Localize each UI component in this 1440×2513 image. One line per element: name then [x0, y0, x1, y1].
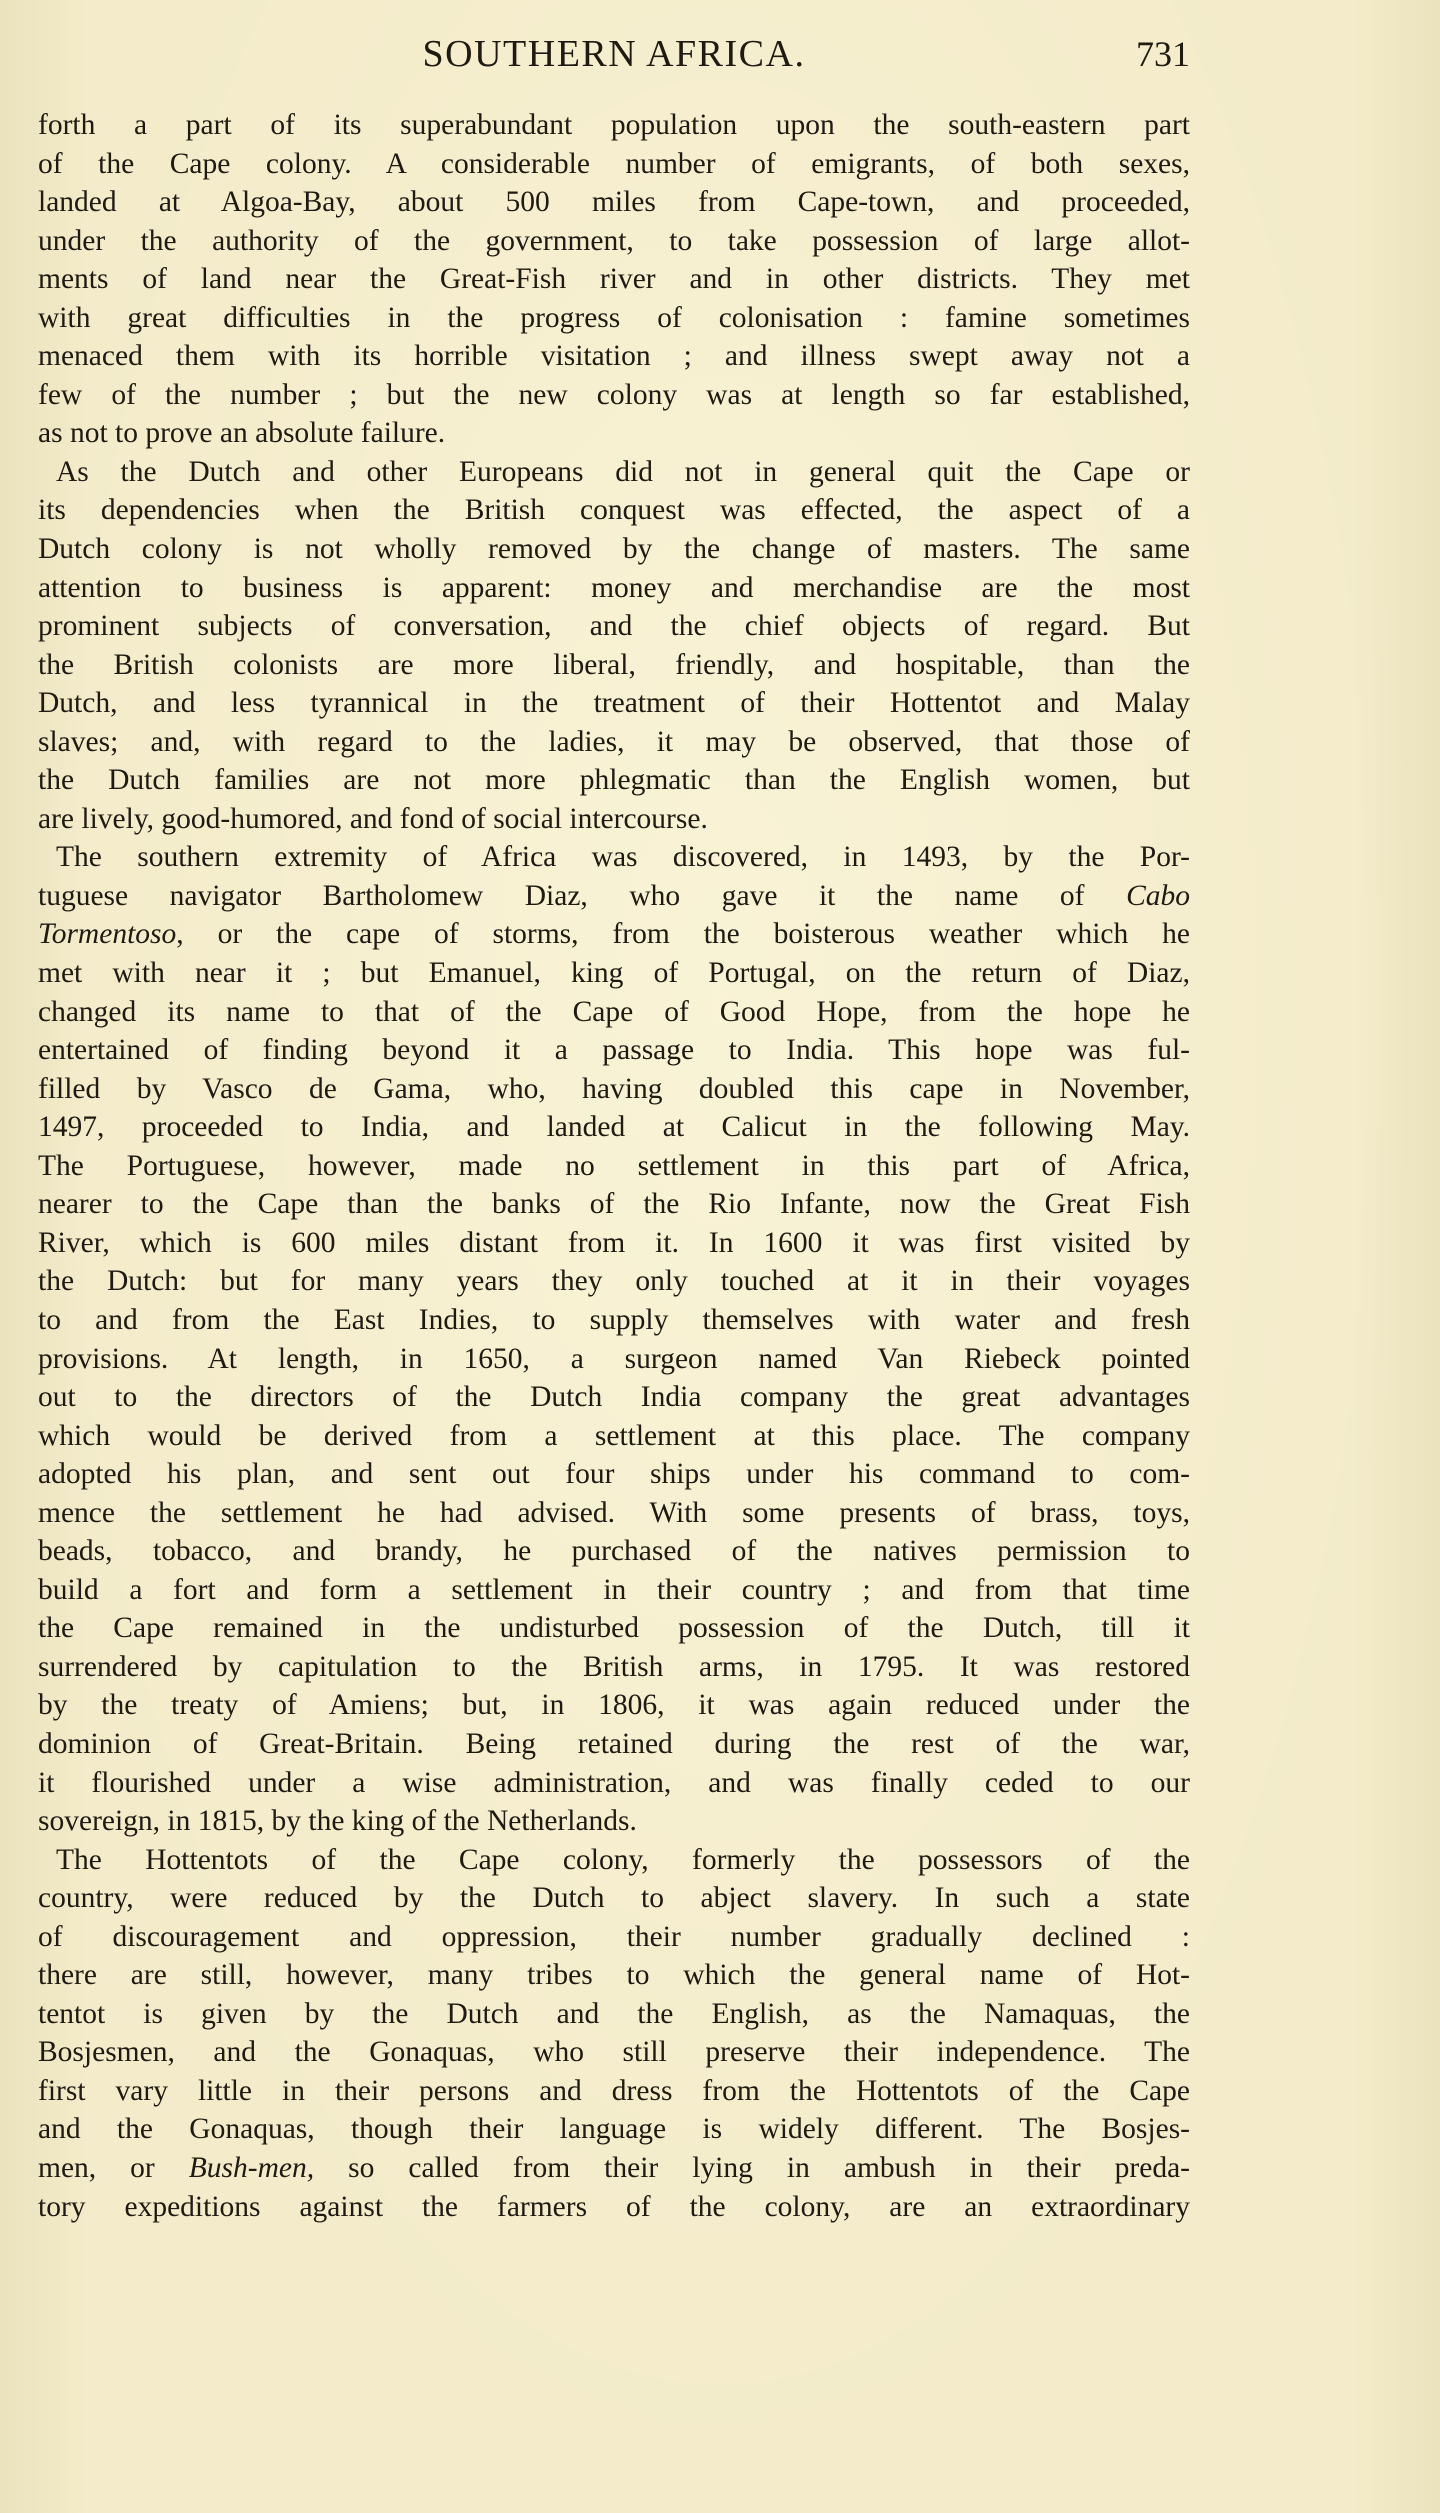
text-line: adopted his plan, and sent out four ships under his command to com- — [38, 1458, 1190, 1491]
body-text — [38, 106, 1190, 2226]
text-line: build a fort and form a settlement in their country ; and from that time — [38, 1573, 1190, 1606]
text-line: which would be derived from a settlement at this place. The company — [38, 1419, 1190, 1452]
text-line: by the treaty of Amiens; but, in 1806, it was again reduced under the — [38, 1689, 1190, 1722]
text-line: there are still, however, many tribes to which the general name of Hot- — [38, 1959, 1190, 1992]
running-header — [38, 28, 1190, 80]
text-line: sovereign, in 1815, by the king of the Netherlands. — [38, 1805, 637, 1838]
text-line: are lively, good-humored, and fond of social intercourse. — [38, 802, 708, 835]
text-line: ments of land near the Great-Fish river and in other districts. They met — [38, 263, 1190, 296]
text-line: mence the settlement he had advised. With some presents of brass, toys, — [38, 1496, 1190, 1529]
text-line: attention to business is apparent: money and merchandise are the most — [38, 571, 1190, 604]
text-line: of discouragement and oppression, their number gradually declined : — [38, 1920, 1190, 1953]
text-line: tentot is given by the Dutch and the English, as the Namaquas, the — [38, 1997, 1190, 2030]
text-line: beads, tobacco, and brandy, he purchased of the natives permission to — [38, 1535, 1190, 1568]
text-line: its dependencies when the British conquest was effected, the aspect of a — [38, 494, 1190, 527]
text-line: River, which is 600 miles distant from it. In 1600 it was first visited by — [38, 1226, 1190, 1259]
italic-term: Bush-men, — [188, 2151, 315, 2184]
text-line: forth a part of its superabundant population upon the south-eastern part — [38, 109, 1190, 141]
text-line: dominion of Great-Britain. Being retained during the rest of the war, — [38, 1727, 1190, 1760]
text-line: surrendered by capitulation to the British arms, in 1795. It was restored — [38, 1650, 1190, 1683]
text-line: the Dutch families are not more phlegmatic than the English women, but — [38, 764, 1190, 797]
text-segment: men, or — [38, 2151, 155, 2184]
text-line: As the Dutch and other Europeans did not in general quit the Cape or — [56, 455, 1190, 488]
text-line: landed at Algoa-Bay, about 500 miles from Cape-town, and proceeded, — [38, 186, 1190, 219]
text-line: and the Gonaquas, though their language is widely different. The Bosjes- — [38, 2113, 1190, 2146]
text-line: tory expeditions against the farmers of the colony, are an extraordinary — [38, 2190, 1190, 2223]
text-line: first vary little in their persons and dress from the Hottentots of the Cape — [38, 2074, 1190, 2107]
text-line: menaced them with its horrible visitation ; and illness swept away not a — [38, 340, 1190, 373]
text-line: met with near it ; but Emanuel, king of Portugal, on the return of Diaz, — [38, 957, 1190, 990]
text-line: it flourished under a wise administration, and was finally ceded to our — [38, 1766, 1190, 1799]
text-line: few of the number ; but the new colony was at length so far established, — [38, 378, 1190, 411]
text-line: of the Cape colony. A considerable number of emigrants, of both sexes, — [38, 147, 1190, 180]
text-line: country, were reduced by the Dutch to abject slavery. In such a state — [38, 1882, 1190, 1915]
text-line: as not to prove an absolute failure. — [38, 417, 446, 450]
text-line: Bosjesmen, and the Gonaquas, who still preserve their independence. The — [38, 2036, 1190, 2069]
text-line: filled by Vasco de Gama, who, having doubled this cape in November, — [38, 1072, 1190, 1105]
text-line: the Dutch: but for many years they only touched at it in their voyages — [38, 1265, 1190, 1298]
text-line-with-italic — [38, 915, 1190, 954]
text-line: prominent subjects of conversation, and the chief objects of regard. But — [38, 610, 1190, 643]
page-number: 731 — [1136, 34, 1190, 74]
text-line: out to the directors of the Dutch India company the great advantages — [38, 1381, 1190, 1414]
text-line-with-italic — [38, 877, 1190, 916]
text-line: with great difficulties in the progress of colonisation : famine sometimes — [38, 301, 1190, 334]
text-line: the British colonists are more liberal, friendly, and hospitable, than the — [38, 648, 1190, 681]
text-segment: tuguese navigator Bartholomew Diaz, who gave it the name of — [38, 879, 1085, 912]
text-line: nearer to the Cape than the banks of the Rio Infante, now the Great Fish — [38, 1188, 1190, 1221]
text-line: under the authority of the government, to take possession of large allot- — [38, 224, 1190, 257]
text-line: provisions. At length, in 1650, a surgeon named Van Riebeck pointed — [38, 1342, 1190, 1375]
text-line: 1497, proceeded to India, and landed at Calicut in the following May. — [38, 1111, 1190, 1144]
text-line: changed its name to that of the Cape of Good Hope, from the hope he — [38, 995, 1190, 1028]
text-line-with-italic — [38, 2149, 1190, 2188]
text-line: Dutch colony is not wholly removed by the change of masters. The same — [38, 533, 1190, 566]
text-line: Dutch, and less tyrannical in the treatment of their Hottentot and Malay — [38, 687, 1190, 720]
italic-term: Cabo — [1126, 879, 1191, 912]
text-line: the Cape remained in the undisturbed possession of the Dutch, till it — [38, 1612, 1190, 1645]
text-line: The Portuguese, however, made no settlement in this part of Africa, — [38, 1149, 1190, 1182]
text-line: to and from the East Indies, to supply themselves with water and fresh — [38, 1303, 1190, 1336]
text-line: The southern extremity of Africa was discovered, in 1493, by the Por- — [56, 841, 1190, 874]
page-title: SOUTHERN AFRICA. — [422, 33, 806, 75]
text-line: slaves; and, with regard to the ladies, it may be observed, that those of — [38, 725, 1190, 758]
text-segment: , or the cape of storms, from the boisterous weather which he — [176, 918, 1190, 951]
text-line: The Hottentots of the Cape colony, formerly the possessors of the — [56, 1843, 1190, 1876]
text-line: entertained of finding beyond it a passage to India. This hope was ful- — [38, 1034, 1190, 1067]
text-segment: so called from their lying in ambush in their preda- — [348, 2151, 1190, 2184]
italic-term: Tormentoso — [38, 918, 177, 951]
